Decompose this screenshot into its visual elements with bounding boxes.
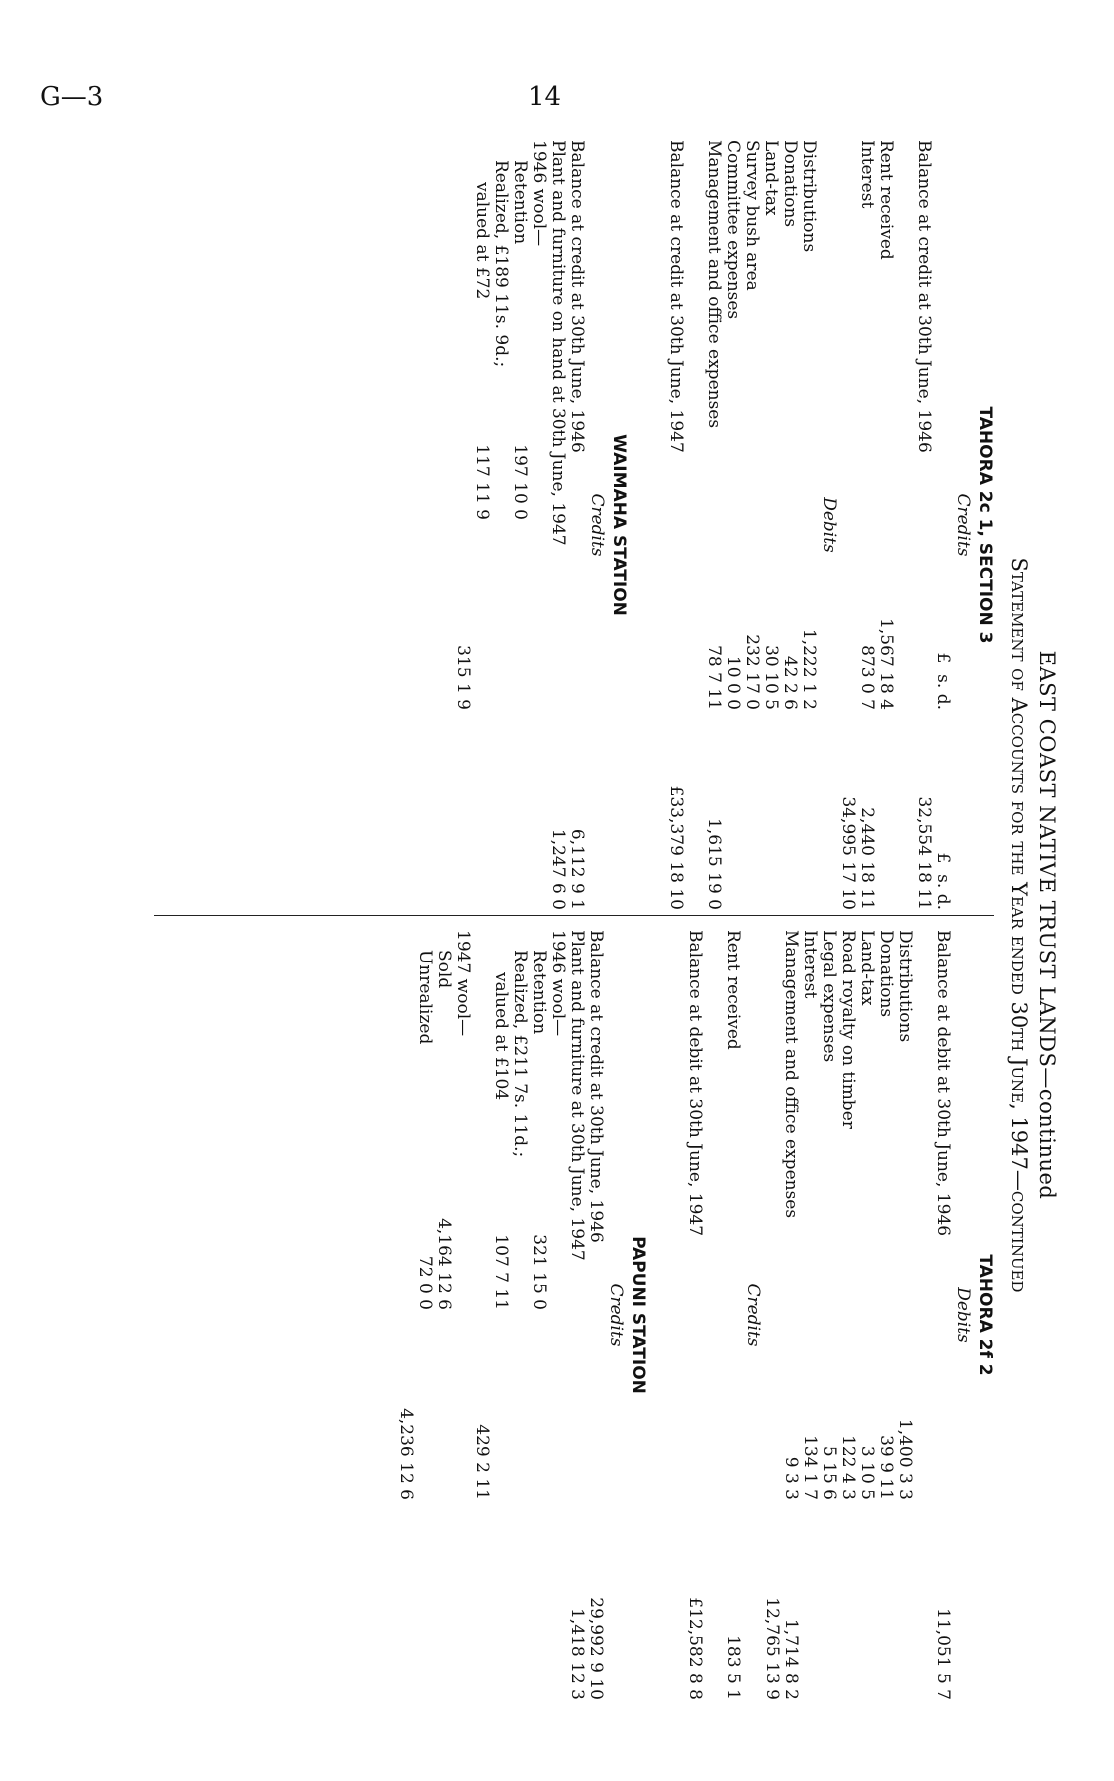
row-amount: 321 15 0 [529,1234,549,1310]
row-label: Balance at credit at 30th June, 1946 [567,140,587,453]
table-row [666,140,685,910]
row-label: Plant and furniture at 30th June, 1947 [567,930,587,1261]
tahora-2c1-debits-label: Debits [819,497,839,553]
row-label: 1946 wool— [548,930,568,1037]
table-row [857,140,876,910]
row-label: Management and office expenses [781,930,801,1219]
row-label: Balance at debit at 30th June, 1947 [685,930,705,1237]
row-amount: 873 0 7 [857,645,877,710]
table-row [586,930,605,1700]
row-label: Balance at credit at 30th June, 1946 [914,140,934,453]
row-label: Donations [876,930,896,1018]
row-amount: 30 10 5 [761,645,781,710]
row-total: 183 5 1 [723,1635,743,1700]
row-label: Legal expenses [819,930,839,1063]
row-label: Road royalty on timber [838,930,858,1129]
row-label: Land-tax [761,140,781,216]
table-row [838,930,857,1700]
row-amount: 122 4 3 [838,1435,858,1500]
table-row [723,140,742,910]
row-amount: 107 7 11 [491,1234,511,1310]
row-label: Balance at credit at 30th June, 1947 [666,140,686,453]
tahora-2c1-credits-label: Credits [953,493,973,557]
table-row [914,140,933,910]
row-total: 6,112 9 1 [567,828,587,910]
row-total: £33,379 18 10 [666,785,686,910]
row-total: 1,418 12 3 [567,1608,587,1700]
table-row [567,140,586,910]
table-row [742,140,761,910]
table-row [876,930,895,1700]
row-total: £12,582 8 8 [685,1597,705,1700]
papuni-heading: PAPUNI STATION [628,1236,648,1394]
table-row [685,930,704,1700]
row-label: Distributions [799,140,819,253]
table-row [510,930,529,1700]
row-label: Sold [434,950,454,989]
row-label: valued at £72 [472,182,492,300]
row-amount: 134 1 7 [800,1435,820,1500]
row-amount: 72 0 0 [415,1255,435,1310]
row-label: 1947 wool— [453,930,473,1037]
row-amount: 4,164 12 6 [434,1218,454,1310]
row-amount: 9 3 3 [781,1456,801,1500]
table-row [800,930,819,1700]
table-row [799,140,818,910]
row-total: 2,440 18 11 [857,807,877,910]
money-head-row [933,140,952,910]
table-row [723,930,742,1700]
column-divider [154,915,994,916]
row-label: Interest [857,140,877,209]
waimaha-credits-label: Credits [587,493,607,557]
row-label: Survey bush area [742,140,762,291]
row-label: valued at £104 [491,972,511,1101]
left-column [453,140,994,910]
row-label: Plant and furniture on hand at 30th June, 1947 [548,140,568,546]
pound-head: £ [933,652,953,664]
table-row [529,930,548,1700]
row-label: Retention [529,950,549,1035]
table-row [472,930,491,1700]
tahora-2f2-credits-label: Credits [743,1283,763,1347]
row-total: 1,714 8 2 [781,1618,801,1700]
document-subtitle: Statement of Accounts for the Year ended 30th June, 1947—continued [1007,557,1031,1293]
table-row [761,140,780,910]
table-row [781,930,800,1700]
table-row [838,140,857,910]
table-row [491,140,510,910]
row-amount: 42 2 6 [780,655,800,710]
row-label: Realized, £189 11s. 9d.; [491,160,511,368]
row-label: Rent received [876,140,896,260]
row-label: Retention [510,160,530,245]
shilling-head: s. [933,874,953,889]
row-amount: 1,400 3 3 [895,1418,915,1500]
row-amount: 232 17 0 [742,634,762,710]
row-total: 32,554 18 11 [914,796,934,910]
row-total: 34,995 17 10 [838,796,858,910]
page-header [0,82,1114,122]
shilling-head: s. [933,674,953,689]
row-total: 1,247 6 0 [548,828,568,910]
row-label: Land-tax [857,930,877,1006]
pence-head: d. [933,693,953,710]
row-label: Interest [800,930,820,999]
table-row [567,930,586,1700]
row-total: 11,051 5 7 [933,1608,953,1700]
row-label: Realized, £211 7s. 11d.; [510,950,530,1158]
row-amount: 197 10 0 [510,444,530,520]
titles [1000,130,1059,1720]
table-row [857,930,876,1700]
table-row [876,140,895,910]
row-label: Management and office expenses [704,140,724,429]
table-row [529,140,548,910]
table-row [780,140,799,910]
tahora-2c1-heading: TAHORA 2c 1, SECTION 3 [975,406,995,644]
table-row [472,140,491,910]
right-column [396,930,994,1700]
row-total: 429 2 11 [472,1424,492,1500]
row-total: 29,992 9 10 [586,1597,606,1700]
page-number: 14 [528,82,562,112]
tahora-2f2-heading: TAHORA 2f 2 [975,1254,995,1376]
table-row [895,930,914,1700]
row-label: Balance at debit at 30th June, 1946 [933,930,953,1237]
row-amount: 1,222 1 2 [799,628,819,710]
row-amount: 1,567 18 4 [876,618,896,710]
table-row [704,140,723,910]
row-label: Balance at credit at 30th June, 1946 [586,930,606,1243]
row-amount: 10 0 0 [723,655,743,710]
table-row [415,930,434,1700]
table-row [491,930,510,1700]
row-label: Committee expenses [723,140,743,320]
table-row [762,930,781,1700]
row-amount: 117 11 9 [472,444,492,520]
row-label: Donations [780,140,800,228]
row-label: Distributions [895,930,915,1043]
document-title: EAST COAST NATIVE TRUST LANDS—continued [1035,650,1059,1200]
row-label: Rent received [723,930,743,1050]
table-row [453,930,472,1700]
table-row [434,930,453,1700]
row-total: 4,236 12 6 [396,1408,416,1500]
table-row [548,930,567,1700]
row-amount: 39 9 11 [876,1435,896,1500]
row-amount: 3 10 5 [857,1445,877,1500]
row-amount: 5 15 6 [819,1445,839,1500]
table-row [819,930,838,1700]
rotated-statement [156,130,1059,1720]
pence-head: d. [933,893,953,910]
row-label: Unrealized [415,950,435,1045]
row-amount: 78 7 11 [704,645,724,710]
table-row [548,140,567,910]
report-code: G—3 [40,82,104,112]
papuni-credits-label: Credits [606,1283,626,1347]
table-row [453,140,472,910]
waimaha-heading: WAIMAHA STATION [609,434,629,616]
table-row [510,140,529,910]
table-row [396,930,415,1700]
row-total: 12,765 13 9 [762,1597,782,1700]
row-total: 315 1 9 [453,645,473,710]
table-row [933,930,952,1700]
row-total: 1,615 19 0 [704,818,724,910]
tahora-2f2-debits-label: Debits [953,1287,973,1343]
pound-head: £ [933,852,953,864]
row-label: 1946 wool— [529,140,549,247]
